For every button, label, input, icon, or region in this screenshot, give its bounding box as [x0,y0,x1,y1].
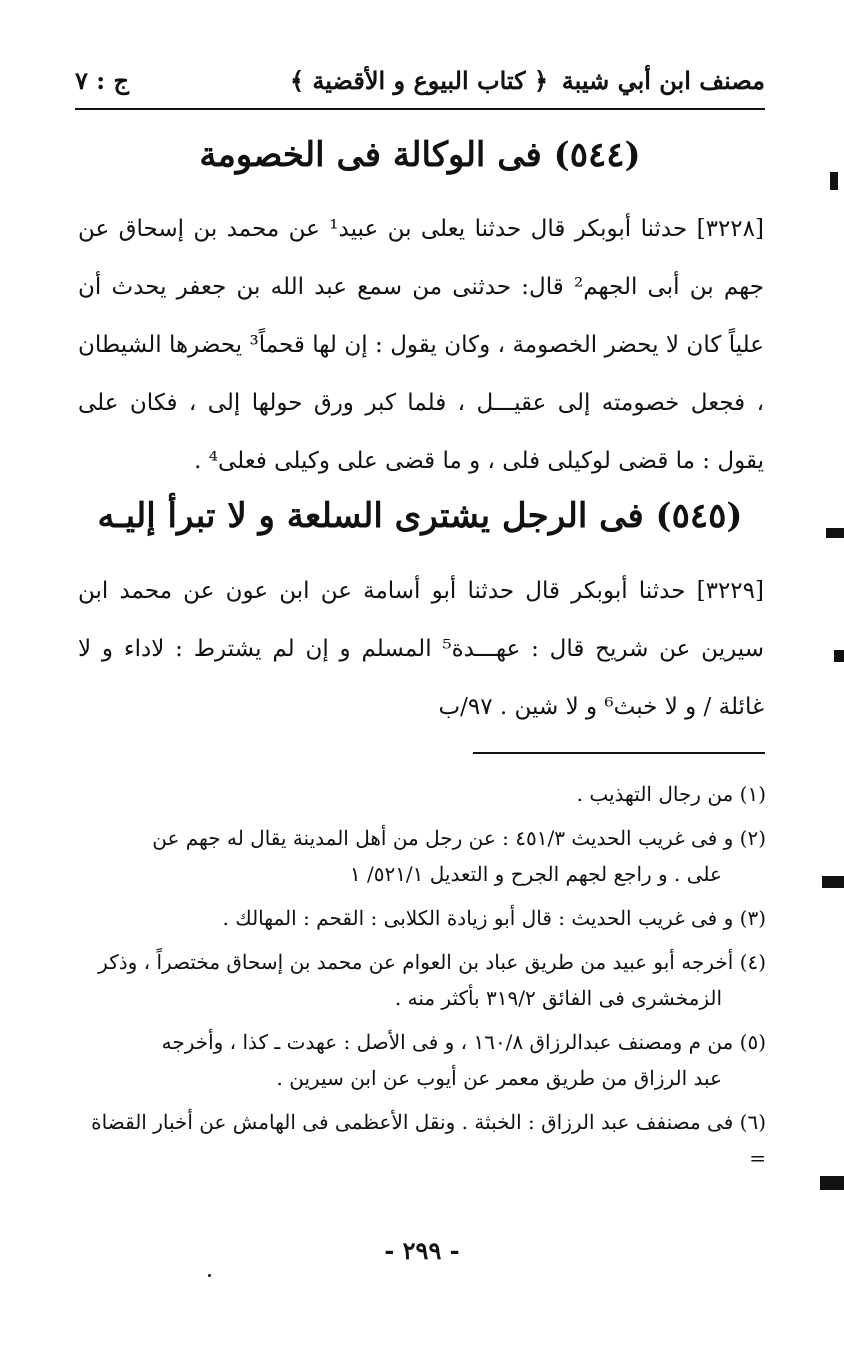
chapter-heading-544: (٥٤٤) فى الوكالة فى الخصومة [199,135,641,175]
hadith-3228-text: [٣٢٢٨] حدثنا أبوبكر قال حدثنا يعلى بن عبيد¹ عن محمد بن إسحاق عن جهم بن أبى الجهم² قال: حدثنى من سمع عبد الله بن جعفر يحدث أن علياً كان لا يحضر الخصومة ، وكان يقول : إن لها قحماً³ يحضرها الشيطان ، فجعل خصومته إلى عقيـــل ، فلما كبر ورق حولها إلى ، فكان على يقول : ما قضى لوكيلى فلى ، و ما قضى على وكيلى فعلى⁴ . [78,216,764,474]
footnote-continuation: على . و راجع لجهم الجرح و التعديل ٥٢١/١/ ١ [349,862,722,886]
footnote-number: (٤) [739,950,766,974]
running-header [75,60,765,108]
footnote [80,1104,766,1176]
footnote-text: و فى غريب الحديث : قال أبو زيادة الكلابى : القحم : المهالك . [222,906,734,930]
footnote-text: أخرجه أبو عبيد من طريق عباد بن العوام عن محمد بن إسحاق مختصراً ، وذكر [98,950,734,974]
footnote-number: (١) [739,782,766,806]
scan-edge-mark [820,1176,844,1190]
header-book-name: ﴿ كتاب البيوع و الأقضية ﴾ [290,66,548,95]
page-number: - ٢٩٩ - [384,1236,460,1265]
footnote [80,776,766,812]
header-volume: ج : ٧ [75,66,129,95]
footnote-text: من م ومصنف عبدالرزاق ١٦٠/٨ ، و فى الأصل : عهدت ـ كذا ، وأخرجه [161,1030,734,1054]
header-rule [75,108,765,110]
footnote-number: (٥) [739,1030,766,1054]
footnote-continuation: الزمخشرى فى الفائق ٣١٩/٢ بأكثر منه . [394,986,722,1010]
scan-edge-mark [822,876,844,888]
footnote [80,944,766,1016]
footnote [80,1024,766,1096]
scan-edge-mark [826,528,844,538]
footnotes [80,776,766,1184]
footnote-number: (٣) [739,906,766,930]
scan-speck [208,1274,211,1277]
scan-edge-mark [830,172,838,190]
footnote [80,820,766,892]
footnote [80,900,766,936]
hadith-3229-text: [٣٢٢٩] حدثنا أبوبكر قال حدثنا أبو أسامة عن ابن عون عن محمد ابن سيرين عن شريح قال : عهـــدة⁵ المسلم و إن لم يشترط : لاداء و لا غائلة / و لا خبث⁶ و لا شين . ٩٧/ب [78,578,764,720]
footnote-text: فى مصنفف عبد الرزاق : الخبثة . ونقل الأعظمى فى الهامش عن أخبار القضاة = [91,1110,766,1170]
footnote-number: (٦) [739,1110,766,1134]
footnote-text: و فى غريب الحديث ٤٥١/٣ : عن رجل من أهل المدينة يقال له جهم عن [152,826,734,850]
footnote-separator [473,752,765,754]
footnote-continuation: عبد الرزاق من طريق معمر عن أيوب عن ابن سيرين . [276,1066,722,1090]
header-title: مصنف ابن أبي شيبة [561,66,765,95]
chapter-heading-545: (٥٤٥) فى الرجل يشترى السلعة و لا تبرأ إليـه [97,496,743,536]
footnote-number: (٢) [739,826,766,850]
footnote-text: من رجال التهذيب . [576,782,734,806]
scan-edge-mark [834,650,844,662]
